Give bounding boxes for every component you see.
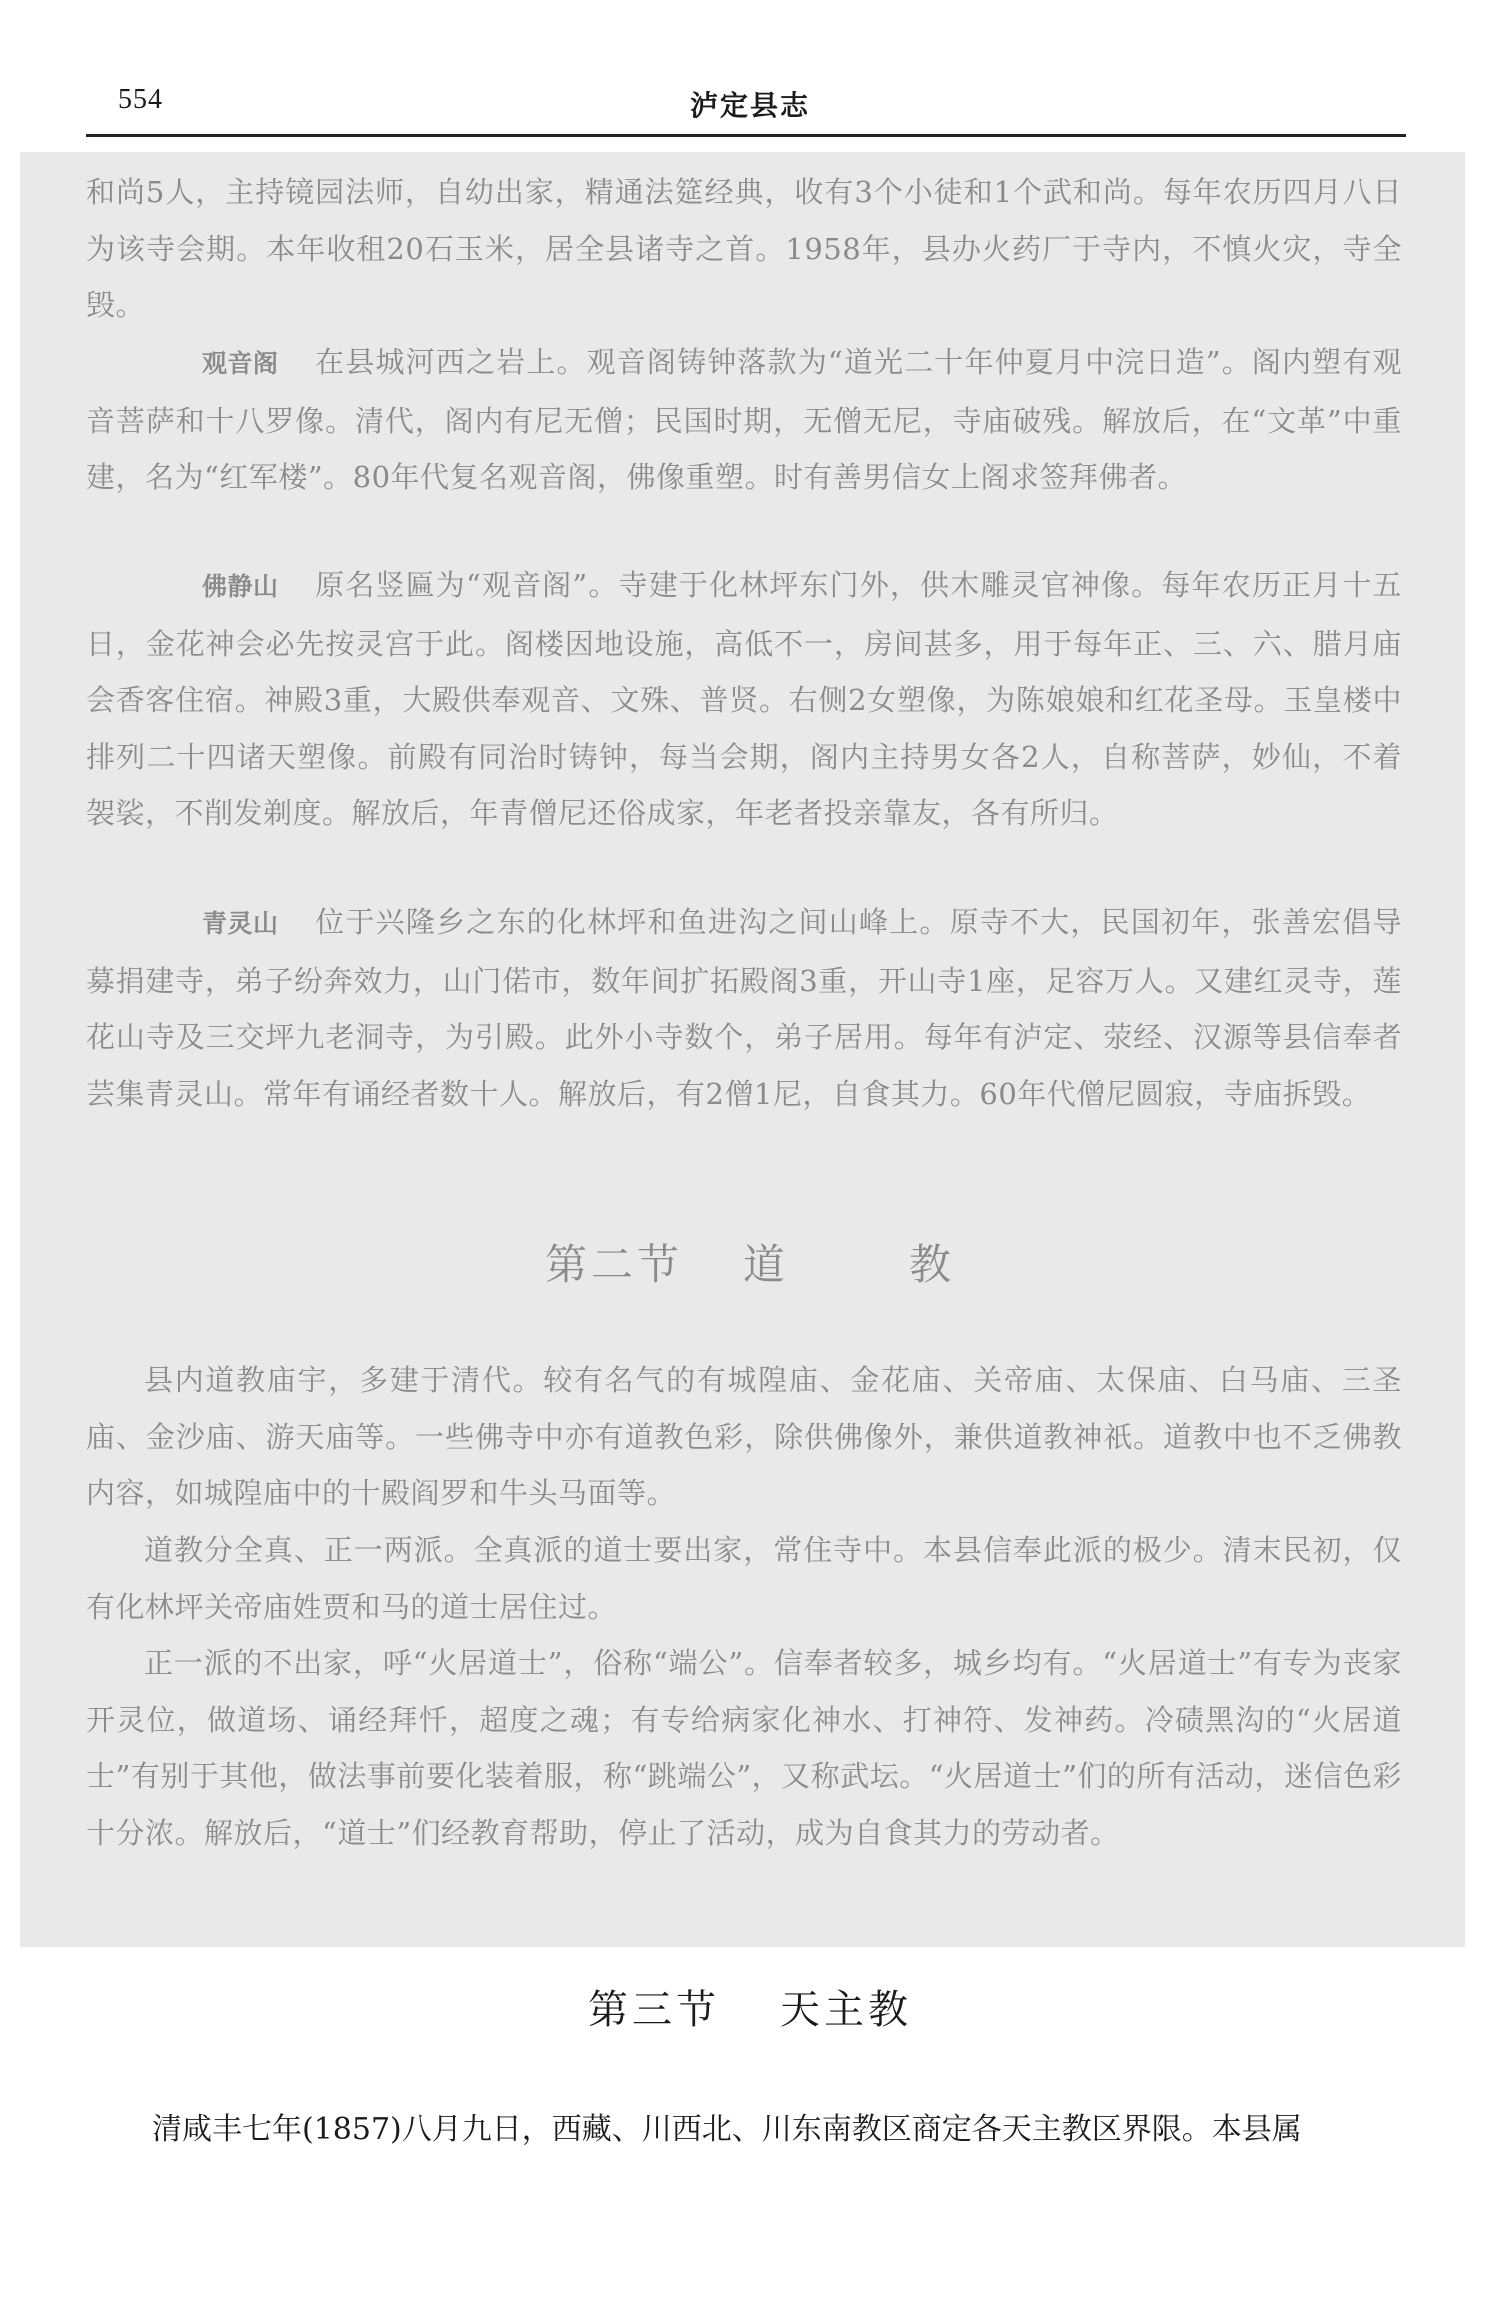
paragraph-qinglingshan: [86, 894, 1402, 1122]
paragraph-guanyinge: [86, 334, 1402, 506]
section-word-2: 教: [909, 1240, 956, 1289]
paragraph-temple-continuation: 和尚5人，主持镜园法师，自幼出家，精通法筵经典，收有3个小徒和1个武和尚。每年农历四月八日为该寺会期。本年收租20石玉米，居全县诸寺之首。1958年，县办火药厂于寺内，不慎火灾，寺全毁。: [86, 175, 1402, 322]
book-title: 泸定县志: [689, 89, 810, 122]
section-name: 天主教: [780, 1987, 912, 2033]
section-number: 第三节: [588, 1987, 720, 2033]
paragraph-taoism-3: 正一派的不出家，呼“火居道士”，俗称“端公”。信奉者较多，城乡均有。“火居道士”有专为丧家开灵位，做道场、诵经拜忏，超度之魂；有专给病家化神水、打神符、发神药。冷碛黑沟的“火居道士”有别于其他，做法事前要化装着服，称“跳端公”，又称武坛。“火居道士”们的所有活动，迷信色彩十分浓。解放后，“道士”们经教育帮助，停止了活动，成为自食其力的劳动者。: [86, 1646, 1402, 1850]
paragraph-catholicism-1: 清咸丰七年(1857)八月九日，西藏、川西北、川东南教区商定各天主教区界限。本县属: [152, 2112, 1302, 2147]
term-qinglingshan: 青灵山: [202, 909, 279, 938]
page-number: 554: [118, 84, 163, 115]
section-word-1: 道: [742, 1240, 789, 1289]
qinglingshan-text: 位于兴隆乡之东的化林坪和鱼进沟之间山峰上。原寺不大，民国初年，张善宏倡导募捐建寺，弟子纷奔效力，山门偌市，数年间扩拓殿阁3重，开山寺1座，足容万人。又建红灵寺，莲花山寺及三交坪九老洞寺，为引殿。此外小寺数个，弟子居用。每年有泸定、荥经、汉源等县信奉者芸集青灵山。常年有诵经者数十人。解放后，有2僧1尼，自食其力。60年代僧尼圆寂，寺庙拆毁。: [86, 905, 1402, 1111]
section-title-taoism: [0, 1232, 1500, 1292]
term-fojingshan: 佛静山: [202, 572, 279, 601]
header-rule: [86, 134, 1406, 137]
fojingshan-text: 原名竖匾为“观音阁”。寺建于化林坪东门外，供木雕灵官神像。每年农历正月十五日，金花神会必先按灵宫于此。阁楼因地设施，高低不一，房间甚多，用于每年正、三、六、腊月庙会香客住宿。神殿3重，大殿供奉观音、文殊、普贤。右侧2女塑像，为陈娘娘和红花圣母。玉皇楼中排列二十四诸天塑像。前殿有同治时铸钟，每当会期，阁内主持男女各2人，自称菩萨，妙仙，不着袈裟，不削发剃度。解放后，年青僧尼还俗成家，年老者投亲靠友，各有所归。: [86, 568, 1402, 830]
section-title-catholicism: [0, 1978, 1500, 2035]
paragraph-taoism-1: 县内道教庙宇，多建于清代。较有名气的有城隍庙、金花庙、关帝庙、太保庙、白马庙、三圣庙、金沙庙、游天庙等。一些佛寺中亦有道教色彩，除供佛像外，兼供道教神祇。道教中也不乏佛教内容，如城隍庙中的十殿阎罗和牛头马面等。: [86, 1363, 1402, 1510]
paragraph-fojingshan: [86, 557, 1402, 842]
term-guanyinge: 观音阁: [202, 349, 279, 378]
paragraph-taoism-2: 道教分全真、正一两派。全真派的道士要出家，常住寺中。本县信奉此派的极少。清末民初，仅有化林坪关帝庙姓贾和马的道士居住过。: [86, 1533, 1402, 1624]
guanyinge-text: 在县城河西之岩上。观音阁铸钟落款为“道光二十年仲夏月中浣日造”。阁内塑有观音菩萨和十八罗像。清代，阁内有尼无僧；民国时期，无僧无尼，寺庙破残。解放后，在“文革”中重建，名为“红军楼”。80年代复名观音阁，佛像重塑。时有善男信女上阁求签拜佛者。: [86, 345, 1402, 494]
section-number: 第二节: [544, 1240, 683, 1289]
